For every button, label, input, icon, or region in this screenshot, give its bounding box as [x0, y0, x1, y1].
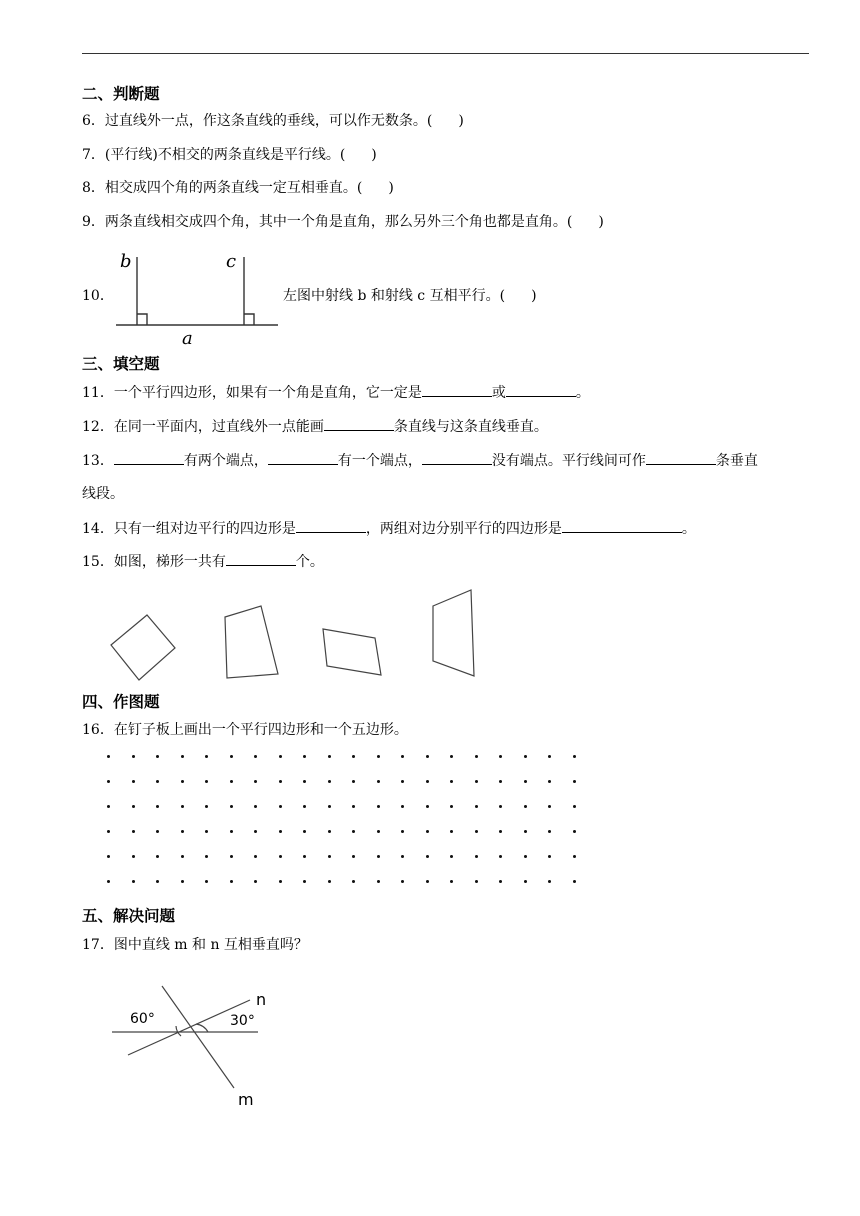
peg-dot[interactable] — [230, 830, 233, 833]
answer-blank[interactable] — [296, 518, 366, 533]
peg-dot[interactable] — [107, 780, 110, 783]
peg-dot[interactable] — [205, 855, 208, 858]
peg-dot[interactable] — [475, 880, 478, 883]
label-a: a — [182, 328, 193, 349]
question-9: 9．两条直线相交成四个角，其中一个角是直角，那么另外三个角也都是直角。( ) — [82, 214, 604, 230]
question-15: 15．如图，梯形一共有 个。 — [82, 551, 324, 572]
peg-dot[interactable] — [499, 755, 502, 758]
peg-dot[interactable] — [524, 780, 527, 783]
label-c: c — [226, 251, 237, 272]
question-8: 8．相交成四个角的两条直线一定互相垂直。( ) — [82, 180, 394, 196]
peg-dot[interactable] — [181, 855, 184, 858]
peg-dot[interactable] — [303, 855, 306, 858]
peg-dot[interactable] — [107, 830, 110, 833]
answer-blank[interactable] — [506, 382, 576, 397]
peg-dot[interactable] — [279, 880, 282, 883]
peg-dot[interactable] — [401, 855, 404, 858]
peg-dot[interactable] — [279, 755, 282, 758]
peg-dot[interactable] — [303, 830, 306, 833]
peg-dot[interactable] — [499, 805, 502, 808]
peg-dot[interactable] — [548, 830, 551, 833]
shape-trapezoid-2 — [433, 590, 474, 676]
shape-square-tilted — [111, 615, 175, 680]
peg-dot[interactable] — [573, 855, 576, 858]
peg-dot[interactable] — [254, 830, 257, 833]
label-30-degrees: 30° — [230, 1013, 255, 1029]
peg-dot[interactable] — [107, 855, 110, 858]
peg-dot[interactable] — [107, 755, 110, 758]
question-7: 7．(平行线)不相交的两条直线是平行线。( ) — [82, 147, 377, 163]
peg-dot[interactable] — [377, 855, 380, 858]
peg-dot[interactable] — [426, 830, 429, 833]
figure-q10-rays — [110, 247, 280, 349]
peg-dot[interactable] — [475, 855, 478, 858]
peg-dot[interactable] — [132, 755, 135, 758]
peg-dot[interactable] — [352, 880, 355, 883]
peg-dot[interactable] — [328, 880, 331, 883]
peg-dot[interactable] — [205, 805, 208, 808]
peg-dot[interactable] — [132, 805, 135, 808]
peg-dot[interactable] — [205, 830, 208, 833]
peg-dot[interactable] — [548, 755, 551, 758]
answer-blank[interactable] — [114, 450, 184, 465]
peg-dot[interactable] — [475, 830, 478, 833]
peg-dot[interactable] — [426, 855, 429, 858]
peg-dot[interactable] — [401, 805, 404, 808]
peg-dot[interactable] — [377, 880, 380, 883]
peg-dot[interactable] — [303, 755, 306, 758]
question-6: 6．过直线外一点，作这条直线的垂线，可以作无数条。( ) — [82, 113, 464, 129]
peg-dot[interactable] — [132, 780, 135, 783]
peg-dot[interactable] — [450, 780, 453, 783]
peg-dot[interactable] — [181, 780, 184, 783]
peg-dot[interactable] — [450, 880, 453, 883]
peg-dot[interactable] — [352, 855, 355, 858]
peg-dot[interactable] — [230, 780, 233, 783]
peg-dot[interactable] — [499, 780, 502, 783]
question-10: 左图中射线 b 和射线 c 互相平行。( ) — [283, 288, 537, 304]
peg-dot[interactable] — [328, 780, 331, 783]
label-m: m — [238, 1090, 254, 1109]
peg-dot[interactable] — [377, 755, 380, 758]
peg-dot[interactable] — [475, 755, 478, 758]
peg-dot[interactable] — [573, 780, 576, 783]
label-n: n — [256, 990, 267, 1009]
peg-dot[interactable] — [524, 755, 527, 758]
peg-dot[interactable] — [132, 880, 135, 883]
peg-dot[interactable] — [548, 780, 551, 783]
peg-dot[interactable] — [303, 780, 306, 783]
question-16: 16．在钉子板上画出一个平行四边形和一个五边形。 — [82, 722, 408, 738]
peg-dot[interactable] — [450, 830, 453, 833]
peg-dot[interactable] — [475, 780, 478, 783]
peg-dot[interactable] — [156, 880, 159, 883]
peg-dot[interactable] — [328, 855, 331, 858]
peg-dot[interactable] — [254, 855, 257, 858]
peg-dot[interactable] — [426, 755, 429, 758]
peg-dot[interactable] — [254, 880, 257, 883]
peg-dot[interactable] — [499, 830, 502, 833]
answer-blank[interactable] — [422, 382, 492, 397]
shape-trapezoid-1 — [225, 606, 278, 678]
answer-blank[interactable] — [422, 450, 492, 465]
peg-dot[interactable] — [573, 805, 576, 808]
peg-dot[interactable] — [401, 780, 404, 783]
peg-dot[interactable] — [328, 830, 331, 833]
figure-q17-lines — [108, 980, 288, 1110]
peg-dot[interactable] — [377, 805, 380, 808]
peg-dot[interactable] — [401, 880, 404, 883]
peg-dot[interactable] — [230, 880, 233, 883]
question-13-continued: 线段。 — [82, 486, 124, 502]
peg-dot[interactable] — [205, 780, 208, 783]
peg-dot[interactable] — [352, 830, 355, 833]
peg-dot[interactable] — [279, 830, 282, 833]
question-13: 13． 有两个端点， 有一个端点， 没有端点。平行线间可作 条垂直 — [82, 450, 758, 471]
peg-dot[interactable] — [499, 880, 502, 883]
peg-dot[interactable] — [156, 780, 159, 783]
peg-dot[interactable] — [524, 805, 527, 808]
peg-dot[interactable] — [205, 755, 208, 758]
peg-dot[interactable] — [156, 805, 159, 808]
peg-dot[interactable] — [548, 805, 551, 808]
peg-dot[interactable] — [181, 755, 184, 758]
peg-dot[interactable] — [573, 755, 576, 758]
section-title-fill: 三、填空题 — [82, 355, 160, 373]
peg-dot[interactable] — [426, 780, 429, 783]
peg-dot[interactable] — [132, 855, 135, 858]
peg-dot[interactable] — [107, 805, 110, 808]
peg-dot[interactable] — [352, 805, 355, 808]
peg-dot[interactable] — [254, 805, 257, 808]
peg-dot[interactable] — [377, 830, 380, 833]
peg-dot[interactable] — [328, 755, 331, 758]
peg-dot[interactable] — [450, 755, 453, 758]
peg-dot[interactable] — [352, 755, 355, 758]
peg-dot[interactable] — [254, 780, 257, 783]
peg-dot[interactable] — [573, 830, 576, 833]
question-14: 14．只有一组对边平行的四边形是 ，两组对边分别平行的四边形是 。 — [82, 518, 696, 539]
peg-dot[interactable] — [279, 805, 282, 808]
peg-dot[interactable] — [548, 855, 551, 858]
header-rule — [82, 53, 809, 54]
figure-q15-quadrilaterals — [105, 585, 485, 685]
peg-dot[interactable] — [230, 805, 233, 808]
peg-dot[interactable] — [303, 805, 306, 808]
line-m — [162, 986, 234, 1088]
peg-dot[interactable] — [450, 805, 453, 808]
label-b: b — [120, 251, 132, 272]
answer-blank[interactable] — [562, 518, 682, 533]
pegboard[interactable] — [107, 755, 597, 895]
peg-dot[interactable] — [401, 830, 404, 833]
peg-dot[interactable] — [401, 755, 404, 758]
peg-dot[interactable] — [450, 855, 453, 858]
question-11: 11．一个平行四边形，如果有一个角是直角，它一定是 或 。 — [82, 382, 590, 403]
peg-dot[interactable] — [156, 755, 159, 758]
shape-parallelogram — [323, 629, 381, 675]
question-12: 12．在同一平面内，过直线外一点能画 条直线与这条直线垂直。 — [82, 416, 548, 437]
peg-dot[interactable] — [279, 780, 282, 783]
peg-dot[interactable] — [181, 805, 184, 808]
angle-arc-30 — [196, 1024, 208, 1032]
peg-dot[interactable] — [377, 780, 380, 783]
peg-dot[interactable] — [230, 755, 233, 758]
peg-dot[interactable] — [524, 880, 527, 883]
peg-dot[interactable] — [475, 805, 478, 808]
peg-dot[interactable] — [524, 830, 527, 833]
peg-dot[interactable] — [499, 855, 502, 858]
peg-dot[interactable] — [181, 830, 184, 833]
peg-dot[interactable] — [573, 880, 576, 883]
question-10-number: 10． — [82, 288, 114, 304]
peg-dot[interactable] — [279, 855, 282, 858]
answer-blank[interactable] — [324, 416, 394, 431]
peg-dot[interactable] — [230, 855, 233, 858]
answer-blank[interactable] — [226, 551, 296, 566]
peg-dot[interactable] — [426, 880, 429, 883]
peg-dot[interactable] — [181, 880, 184, 883]
peg-dot[interactable] — [156, 830, 159, 833]
right-angle-mark-b — [137, 314, 147, 325]
answer-blank[interactable] — [268, 450, 338, 465]
peg-dot[interactable] — [426, 805, 429, 808]
peg-dot[interactable] — [205, 880, 208, 883]
right-angle-mark-c — [244, 314, 254, 325]
section-title-solve: 五、解决问题 — [82, 907, 176, 925]
peg-dot[interactable] — [303, 880, 306, 883]
section-title-judgment: 二、判断题 — [82, 85, 160, 103]
peg-dot[interactable] — [524, 855, 527, 858]
question-17: 17．图中直线 m 和 n 互相垂直吗？ — [82, 937, 308, 953]
peg-dot[interactable] — [328, 805, 331, 808]
peg-dot[interactable] — [548, 880, 551, 883]
peg-dot[interactable] — [352, 780, 355, 783]
section-title-drawing: 四、作图题 — [82, 693, 160, 711]
peg-dot[interactable] — [156, 855, 159, 858]
peg-dot[interactable] — [254, 755, 257, 758]
answer-blank[interactable] — [646, 450, 716, 465]
peg-dot[interactable] — [107, 880, 110, 883]
label-60-degrees: 60° — [130, 1011, 155, 1027]
peg-dot[interactable] — [132, 830, 135, 833]
